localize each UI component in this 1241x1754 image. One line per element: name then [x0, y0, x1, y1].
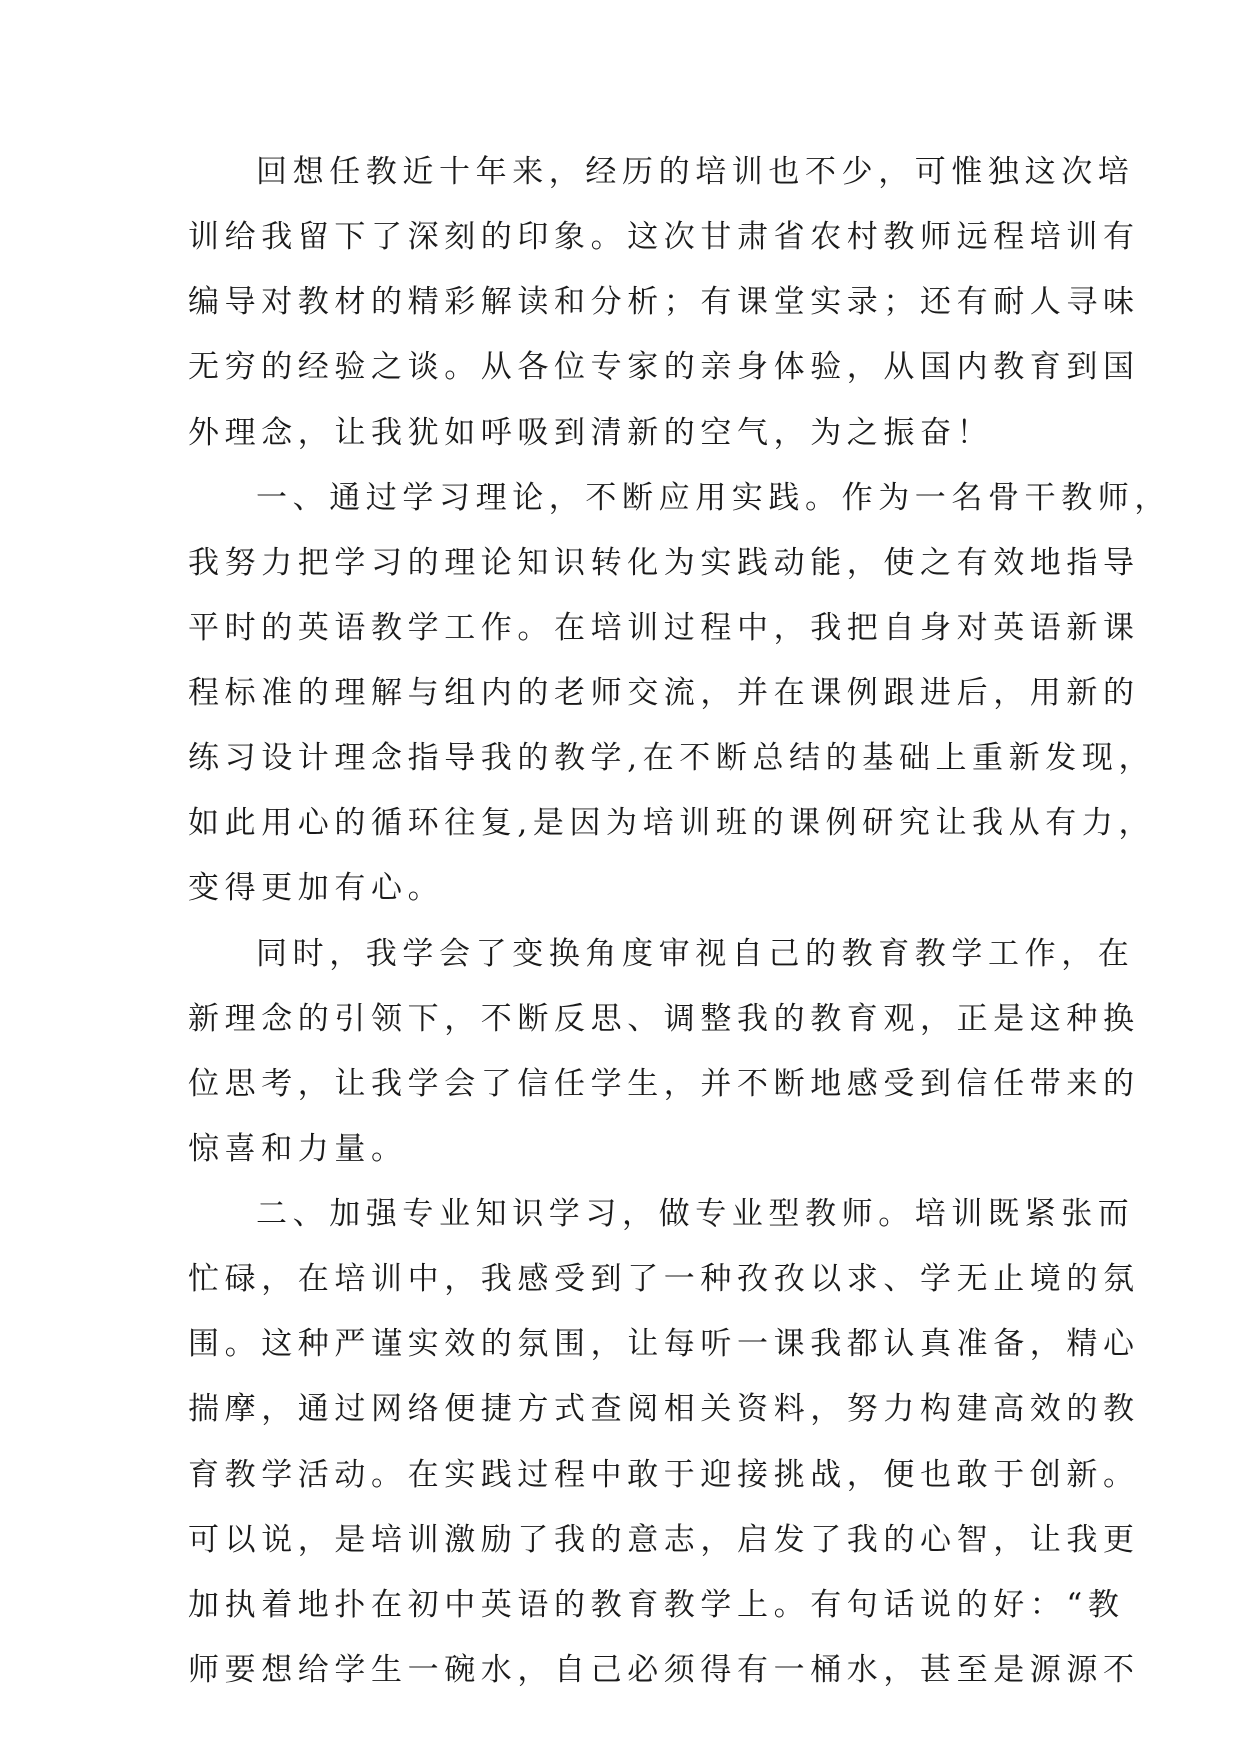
text-line: 加执着地扑在初中英语的教育教学上。有句话说的好：“教: [188, 1587, 1125, 1623]
text-line: 围。这种严谨实效的氛围，让每听一课我都认真准备，精心: [188, 1326, 1140, 1362]
text-line: 编导对教材的精彩解读和分析；有课堂实录；还有耐人寻味: [188, 284, 1140, 320]
text-line: 变得更加有心。: [188, 870, 445, 906]
text-line: 育教学活动。在实践过程中敢于迎接挑战，便也敢于创新。: [188, 1457, 1140, 1493]
text-line: 一、通过学习理论，不断应用实践。作为一名骨干教师，: [256, 480, 1171, 516]
text-line: 新理念的引领下，不断反思、调整我的教育观，正是这种换: [188, 1001, 1140, 1037]
text-line: 惊喜和力量。: [188, 1131, 408, 1167]
text-line: 同时，我学会了变换角度审视自己的教育教学工作，在: [256, 936, 1135, 972]
text-line: 位思考，让我学会了信任学生，并不断地感受到信任带来的: [188, 1066, 1140, 1102]
text-line: 回想任教近十年来，经历的培训也不少，可惟独这次培: [256, 154, 1135, 190]
text-line: 如此用心的循环往复,是因为培训班的课例研究让我从有力，: [188, 805, 1156, 841]
text-line: 平时的英语教学工作。在培训过程中，我把自身对英语新课: [188, 610, 1140, 646]
text-line: 师要想给学生一碗水，自己必须得有一桶水，甚至是源源不: [188, 1652, 1140, 1688]
text-line: 可以说，是培训激励了我的意志，启发了我的心智，让我更: [188, 1522, 1140, 1558]
text-line: 揣摩，通过网络便捷方式查阅相关资料，努力构建高效的教: [188, 1391, 1140, 1427]
text-line: 二、加强专业知识学习，做专业型教师。培训既紧张而: [256, 1196, 1135, 1232]
text-line: 程标准的理解与组内的老师交流，并在课例跟进后，用新的: [188, 675, 1140, 711]
text-line: 忙碌，在培训中，我感受到了一种孜孜以求、学无止境的氛: [188, 1261, 1140, 1297]
text-line: 无穷的经验之谈。从各位专家的亲身体验，从国内教育到国: [188, 349, 1140, 385]
text-line: 我努力把学习的理论知识转化为实践动能，使之有效地指导: [188, 545, 1140, 581]
text-line: 练习设计理念指导我的教学,在不断总结的基础上重新发现，: [188, 740, 1156, 776]
text-line: 外理念，让我犹如呼吸到清新的空气，为之振奋！: [188, 415, 994, 451]
text-line: 训给我留下了深刻的印象。这次甘肃省农村教师远程培训有: [188, 219, 1140, 255]
